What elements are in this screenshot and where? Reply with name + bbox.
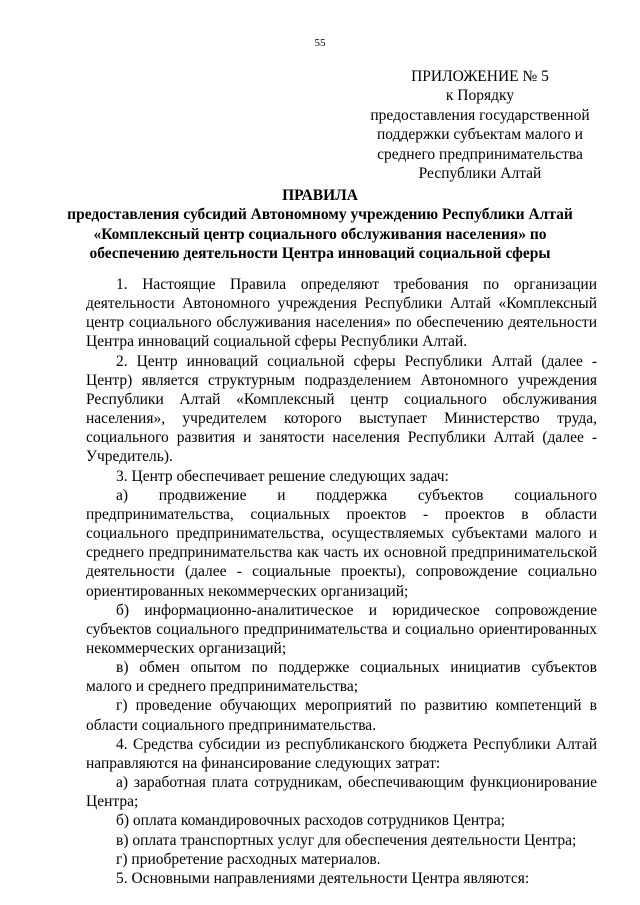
appendix-line: среднего предпринимательства <box>377 145 583 163</box>
title-line: предоставления субсидий Автономному учреждению Республики Алтай <box>67 206 573 224</box>
appendix-header <box>360 67 600 183</box>
paragraph-1: 1. Настоящие Правила определяют требования по организации деятельности Автономного учреждения Республики Алтай «Комплексный центр социального обслуживания населения» по обеспечению деятельности Центра инноваций социальной сферы Республики Алтай. <box>86 276 597 351</box>
appendix-line: поддержки субъектам малого и <box>377 126 583 144</box>
document-title <box>60 186 580 264</box>
title-line: обеспечению деятельности Центра инноваций социальной сферы <box>89 245 551 263</box>
appendix-line: Республики Алтай <box>418 165 542 183</box>
paragraph-5: 5. Основными направлениями деятельности Центра являются: <box>116 869 530 887</box>
title-line: «Комплексный центр социального обслуживания населения» по <box>93 225 547 243</box>
task-item-v: в) обмен опытом по поддержке социальных инициатив субъектов малого и среднего предпринимательства; <box>86 659 597 696</box>
appendix-line: предоставления государственной <box>370 106 590 124</box>
paragraph-3: 3. Центр обеспечивает решение следующих задач: <box>116 467 449 485</box>
task-item-g: г) проведение обучающих мероприятий по развитию компетенций в области социального предпринимательства. <box>86 697 597 734</box>
document-body <box>86 275 597 888</box>
task-item-b: б) информационно-аналитическое и юридическое сопровождение субъектов социального предпринимательства и социально ориентированных некоммерческих организаций; <box>86 601 597 657</box>
expense-item-v: в) оплата транспортных услуг для обеспечения деятельности Центра; <box>116 831 577 849</box>
paragraph-2: 2. Центр инноваций социальной сферы Республики Алтай (далее - Центр) является структурным подразделением Автономного учреждения Республики Алтай «Комплексный центр социального обслуживания населения», учредителем которого выступает Министерство труда, социального развития и занятости населения Республики Алтай (далее - Учредитель). <box>86 352 597 466</box>
expense-item-b: б) оплата командировочных расходов сотрудников Центра; <box>116 812 506 830</box>
expense-item-a: а) заработная плата сотрудникам, обеспечивающим функционирование Центра; <box>86 774 597 811</box>
paragraph-4: 4. Средства субсидии из республиканского бюджета Республики Алтай направляются на финансирование следующих затрат: <box>86 735 597 772</box>
appendix-line: ПРИЛОЖЕНИЕ № 5 <box>411 68 549 85</box>
page-number: 55 <box>314 37 326 49</box>
task-item-a: а) продвижение и поддержка субъектов социального предпринимательства, социальных проектов - проектов в области социального предпринимательства, осуществляемых субъектами малого и среднего предпринимательства как часть их основной предпринимательской деятельности (далее - социальные проекты), сопровождение социально ориентированных некоммерческих организаций; <box>86 486 597 600</box>
expense-item-g: г) приобретение расходных материалов. <box>116 850 381 868</box>
appendix-line: к Порядку <box>445 87 515 105</box>
title-heading: ПРАВИЛА <box>282 187 358 204</box>
